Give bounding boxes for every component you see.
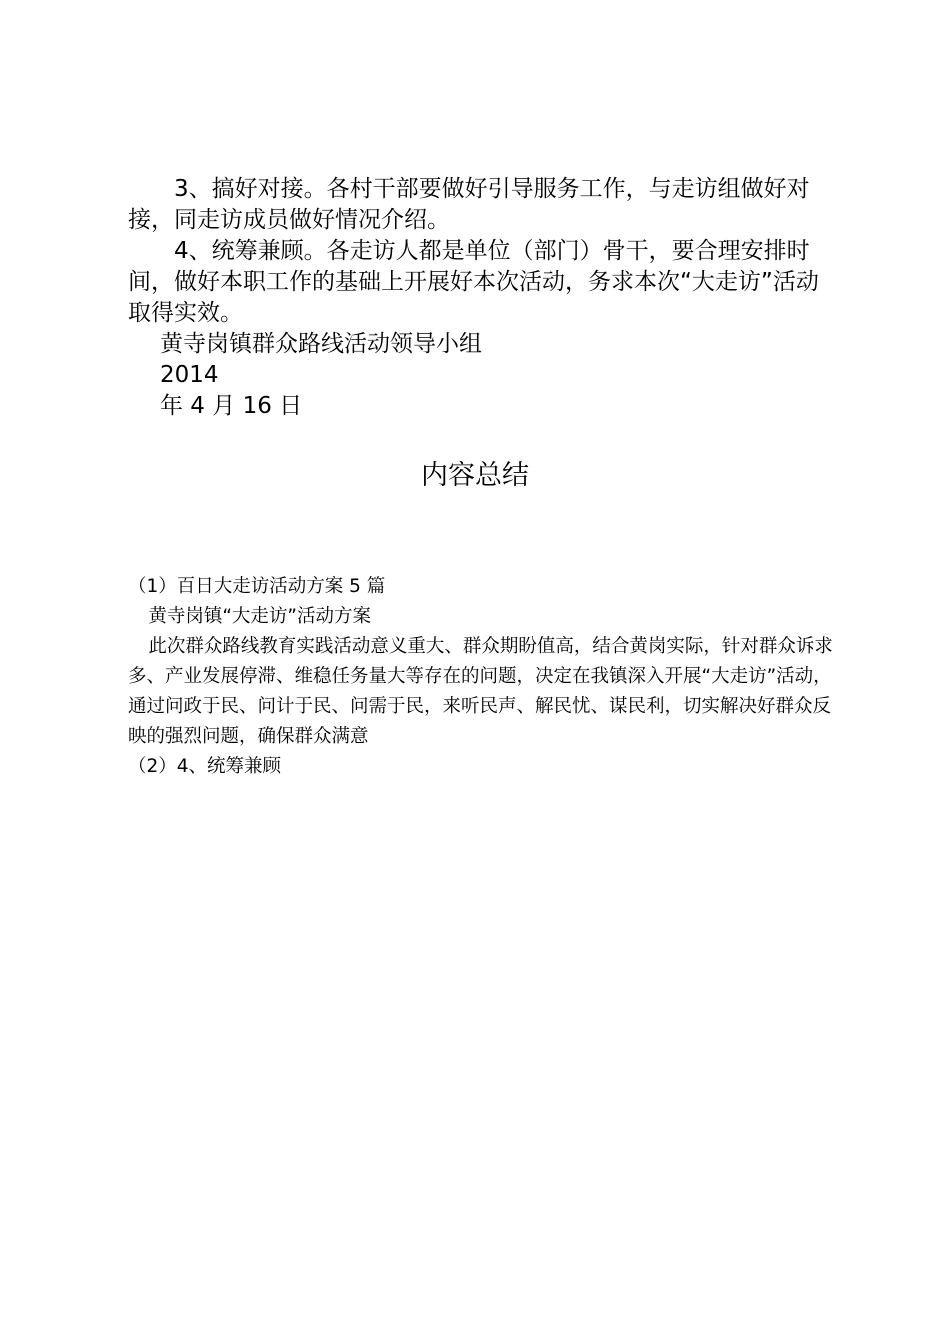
signature-date: 年 4 月 16 日 (160, 393, 303, 419)
summary-heading: 内容总结 (421, 460, 529, 491)
summary-item-1-label: （1）百日大走访活动方案 5 篇 (128, 576, 386, 597)
summary-item-1-subtitle: 黄寺岗镇“大走访”活动方案 (148, 606, 372, 627)
summary-item-2-label: （2）4、统筹兼顾 (128, 756, 282, 777)
paragraph-item-3: 3、搞好对接。各村干部要做好引导服务工作，与走访组做好对接，同走访成员做好情况介绍。 (128, 176, 810, 233)
document-body (128, 174, 833, 422)
signature-organization: 黄寺岗镇群众路线活动领导小组 (160, 331, 482, 357)
summary-item-1-body: 此次群众路线教育实践活动意义重大、群众期盼值高，结合黄岗实际，针对群众诉求多、产业发展停滞、维稳任务量大等存在的问题，决定在我镇深入开展“大走访”活动，通过问政于民、问计于民、问需于民，来听民声、解民忧、谋民利，切实解决好群众反映的强烈问题，确保群众满意 (128, 636, 833, 747)
signature-year: 2014 (160, 362, 219, 388)
summary-section (128, 572, 838, 782)
paragraph-item-4: 4、统筹兼顾。各走访人都是单位（部门）骨干，要合理安排时间，做好本职工作的基础上开展好本次活动，务求本次“大走访”活动取得实效。 (128, 238, 819, 326)
